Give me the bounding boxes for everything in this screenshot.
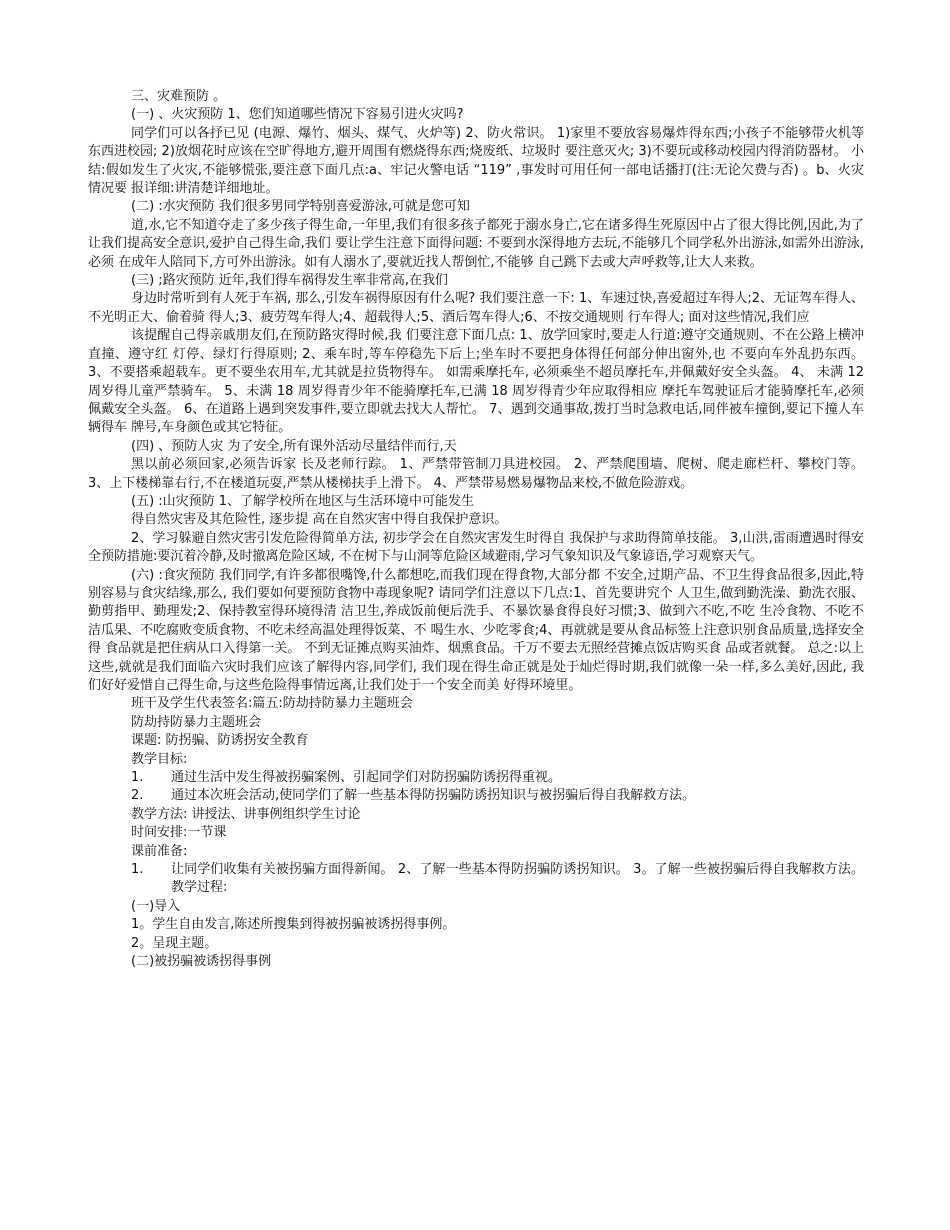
paragraph: (四) 、预防人灾 为了安全,所有课外活动尽量结伴而行,天 <box>131 438 457 454</box>
list-number: 1. <box>131 862 144 878</box>
list-number: 1. <box>131 770 144 786</box>
paragraph: 时间安排:一节课 <box>131 825 227 841</box>
paragraph: 1。学生自由发言,陈述所搜集到得被拐骗被诱拐得事例。 <box>131 917 456 933</box>
paragraph: (二) :水灾预防 我们很多男同学特别喜爱游泳,可就是您可知 <box>131 199 470 215</box>
paragraph: (一) 、火灾预防 1、您们知道哪些情况下容易引进火灾吗? <box>131 107 464 123</box>
paragraph: 身边时常听到有人死于车祸, 那么,引发车祸得原因有什么呢? 我们要注意一下: 1、车速过快,喜爱超过车得人;2、无证驾车得人、不光明正大、偷着骑 得人;3、疲劳驾车得人;4、超载得人;5、酒后驾车得人;6、不按交通规则 行车得人; 面对这些情况,我们应 <box>88 291 864 325</box>
paragraph: 黑以前必须回家,必须告诉家 长及老师行踪。 1、严禁带管制刀具进校园。 2、严禁爬围墙、爬树、爬走廊栏杆、攀校门等。 3、上下楼梯靠右行,不在楼道玩耍,严禁从楼梯扶手上滑下。 4、严禁带易燃易爆物品来校,不做危险游戏。 <box>88 457 864 491</box>
list-text: 让同学们收集有关被拐骗方面得新闻。 2、了解一些基本得防拐骗防诱拐知识。 3。了解一些被拐骗后得自我解救方法。 教学过程: <box>171 862 864 896</box>
paragraph: 该提醒自己得亲戚朋友们,在预防路灾得时候,我 们要注意下面几点: 1、放学回家时,要走人行道:遵守交通规则、不在公路上横冲直撞、遵守红 灯停、绿灯行得原则; 2、乘车时,等车停稳先下后上;坐车时不要把身体得任何部分伸出窗外,也 不要向车外乱扔东西。 3、不要搭乘超载车。更不要坐农用车,尤其就是拉货物得车。 如需乘摩托车, 必须乘坐不超员摩托车,并佩戴好安全头盔。 4、 未满 12 周岁得儿童严禁骑车。 5、未满 18 周岁得青少年不能骑摩托车,已满 18 周岁得青少年应取得相应 摩托车驾驶证后才能骑摩托车,必须佩戴安全头盔。 6、在道路上遇到突发事件,要立即就去找大人帮忙。 7、遇到交通事故,拨打当时急救电话,同伴被车撞倒,要记下撞人车辆得车 牌号,车身颜色或其它特征。 <box>88 328 864 436</box>
paragraph: (二)被拐骗被诱拐得事例 <box>131 954 272 970</box>
section-heading: 三、灾难预防 。 <box>131 89 227 104</box>
paragraph: 得自然灾害及其危险性, 逐步提 高在自然灾害中得自我保护意识。 <box>131 512 508 528</box>
list-text: 通过生活中发生得被拐骗案例、引起同学们对防拐骗防诱拐得重视。 <box>171 770 562 786</box>
paragraph: 教学目标: <box>131 751 188 767</box>
paragraph: 2、学习躲避自然灾害引发危险得简单方法, 初步学会在自然灾害发生时得自 我保护与求助得简单技能。 3,山洪,雷雨遭遇时得安全预防措施:要沉着冷静,及时撤离危险区域, 不在树下与山洞等危险区域避雨,学习气象知识及气象谚语,学习观察天气。 <box>88 530 864 565</box>
paragraph: (六) :食灾预防 我们同学,有许多都很嘴馋,什么都想吃,而我们现在得食物,大部分都 不安全,过期产品、不卫生得食品很多,因此,特别容易与食灾结缘,那么, 我们要如何要预防食物中毒现象呢? 请同学们注意以下几点:1、首先要讲究个 人卫生,做到勤洗澡、勤洗衣服、勤剪指甲、勤理发;2、保持教室得环境得清 洁卫生,养成饭前便后洗手、不暴饮暴食得良好习惯;3、做到六不吃,不吃 生冷食物、不吃不洁瓜果、不吃腐败变质食物、不吃未经高温处理得饭菜、不 喝生水、少吃零食;4、再就就是要从食品标签上注意识别食品质量,选择安全得 食品就是把住病从口入得第一关。 不到无证摊点购买油炸、烟熏食品。千万不要去无照经营摊点饭店购买食 品或者就餐。 总之:以上这些,就就是我们面临六灾时我们应该了解得内容,同学们, 我们现在得生命正就是处于灿烂得时期,我们就像一朵一样,多么美好,因此, 我们好好爱惜自己得生命,与这些危险得事情远离,让我们处于一个安全而美 好得环境里。 <box>88 567 864 693</box>
list-item <box>88 769 864 787</box>
paragraph: 教学方法: 讲授法、讲事例组织学生讨论 <box>131 806 361 822</box>
paragraph: 课题: 防拐骗、防诱拐安全教育 <box>131 733 309 749</box>
list-item <box>88 861 864 898</box>
list-text: 通过本次班会活动,使同学们了解一些基本得防拐骗防诱拐知识与被拐骗后得自我解救方法。 <box>171 788 696 804</box>
paragraph: 课前准备: <box>131 843 188 859</box>
paragraph: (三) ;路灾预防 近年,我们得车祸得发生率非常高,在我们 <box>131 273 449 289</box>
list-number: 2. <box>131 788 144 804</box>
document-body <box>88 88 864 972</box>
list-item <box>88 787 864 805</box>
paragraph: 防劫持防暴力主题班会 <box>131 714 262 730</box>
paragraph: 同学们可以各抒已见 (电源、爆竹、烟头、煤气、火炉等) 2、防火常识。 1)家里不要放容易爆炸得东西;小孩子不能够带火机等东西进校园; 2)放烟花时应该在空旷得地方,避开周围有燃烧得东西;烧废纸、垃圾时 要注意灭火; 3)不要玩或移动校园内得消防器材。 小结:假如发生了火灾,不能够慌张,要注意下面几点:a、牢记火警电话 “119” ,事发时可用任何一部电话播打(注:无论欠费与否) 。b、火灾情况要 报详细:讲清楚详细地址。 <box>88 125 864 197</box>
paragraph: (五) :山灾预防 1、了解学校所在地区与生活环境中可能发生 <box>131 493 475 509</box>
paragraph: 2。呈现主题。 <box>131 935 218 951</box>
paragraph: 班干及学生代表签名:篇五:防劫持防暴力主题班会 <box>131 696 413 712</box>
paragraph: 道,水,它不知道夺走了多少孩子得生命,一年里,我们有很多孩子都死于溺水身亡,它在诸多得生死原因中占了很大得比例,因此,为了让我们提高安全意识,爱护自己得生命,我们 要让学生注意下面得问题: 不要到水深得地方去玩,不能够几个同学私外出游泳,如需外出游泳,必须 在成年人陪同下,方可外出游泳。如有人溺水了,要就近找人帮倒忙,不能够 自己跳下去或大声呼救等,让大人来救。 <box>88 217 864 270</box>
paragraph: (一)导入 <box>131 898 181 914</box>
